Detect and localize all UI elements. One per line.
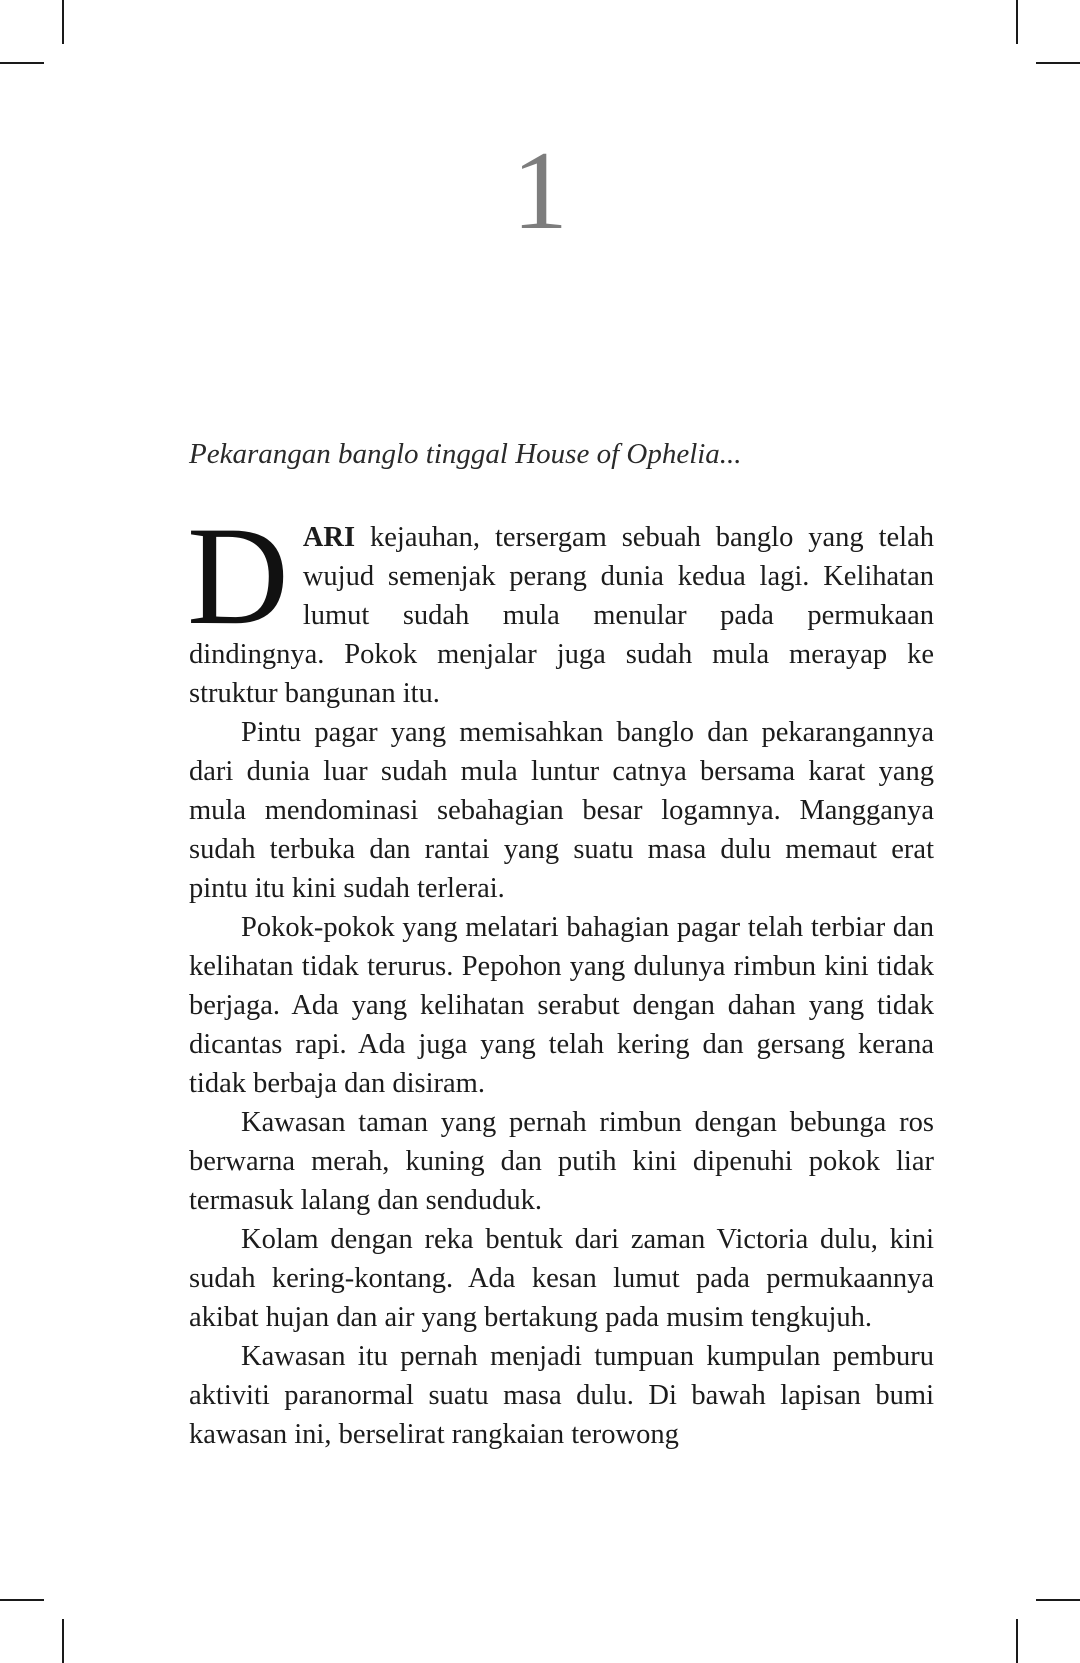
crop-mark-top-right-horizontal xyxy=(1036,62,1080,64)
paragraph-4: Kawasan taman yang pernah rimbun dengan bebunga ros berwarna merah, kuning dan putih kini dipenuhi pokok liar termasuk lalang dan senduduk. xyxy=(189,1107,934,1216)
paragraph-1-text: kejauhan, tersergam sebuah banglo yang telah wujud semenjak perang dunia kedua lagi. Kelihatan lumut sudah mula menular pada permukaan dindingnya. Pokok menjalar juga sudah mula merayap ke struktur bangunan itu. xyxy=(189,522,934,709)
crop-mark-top-right-vertical xyxy=(1016,0,1018,44)
chapter-number: 1 xyxy=(512,129,568,253)
chapter-subtitle: Pekarangan banglo tinggal House of Ophelia... xyxy=(189,438,742,470)
paragraph-2: Pintu pagar yang memisahkan banglo dan pekarangannya dari dunia luar sudah mula luntur catnya bersama karat yang mula mendominasi sebahagian besar logamnya. Mangganya sudah terbuka dan rantai yang suatu masa dulu memaut erat pintu itu kini sudah terlerai. xyxy=(189,717,934,904)
drop-cap: D xyxy=(187,498,289,654)
paragraph-3: Pokok-pokok yang melatari bahagian pagar telah terbiar dan kelihatan tidak terurus. Pepohon yang dulunya rimbun kini tidak berjaga. Ada yang kelihatan serabut dengan dahan yang tidak dicantas rapi. Ada juga yang telah kering dan gersang kerana tidak berbaja dan disiram. xyxy=(189,912,934,1099)
crop-mark-top-left-vertical xyxy=(62,0,64,44)
crop-mark-bottom-right-horizontal xyxy=(1036,1599,1080,1601)
paragraph-1 xyxy=(187,498,934,713)
crop-mark-bottom-left-vertical xyxy=(62,1619,64,1663)
crop-mark-bottom-right-vertical xyxy=(1016,1619,1018,1663)
chapter-body xyxy=(187,498,934,1454)
paragraph-6: Kawasan itu pernah menjadi tumpuan kumpulan pemburu aktiviti paranormal suatu masa dulu. Di bawah lapisan bumi kawasan ini, berselirat rangkaian terowong xyxy=(189,1341,934,1450)
crop-mark-top-left-horizontal xyxy=(0,62,44,64)
crop-mark-bottom-left-horizontal xyxy=(0,1599,44,1601)
paragraph-5: Kolam dengan reka bentuk dari zaman Victoria dulu, kini sudah kering-kontang. Ada kesan lumut pada permukaannya akibat hujan dan air yang bertakung pada musim tengkujuh. xyxy=(189,1224,934,1333)
lead-in: ARI xyxy=(302,522,356,553)
